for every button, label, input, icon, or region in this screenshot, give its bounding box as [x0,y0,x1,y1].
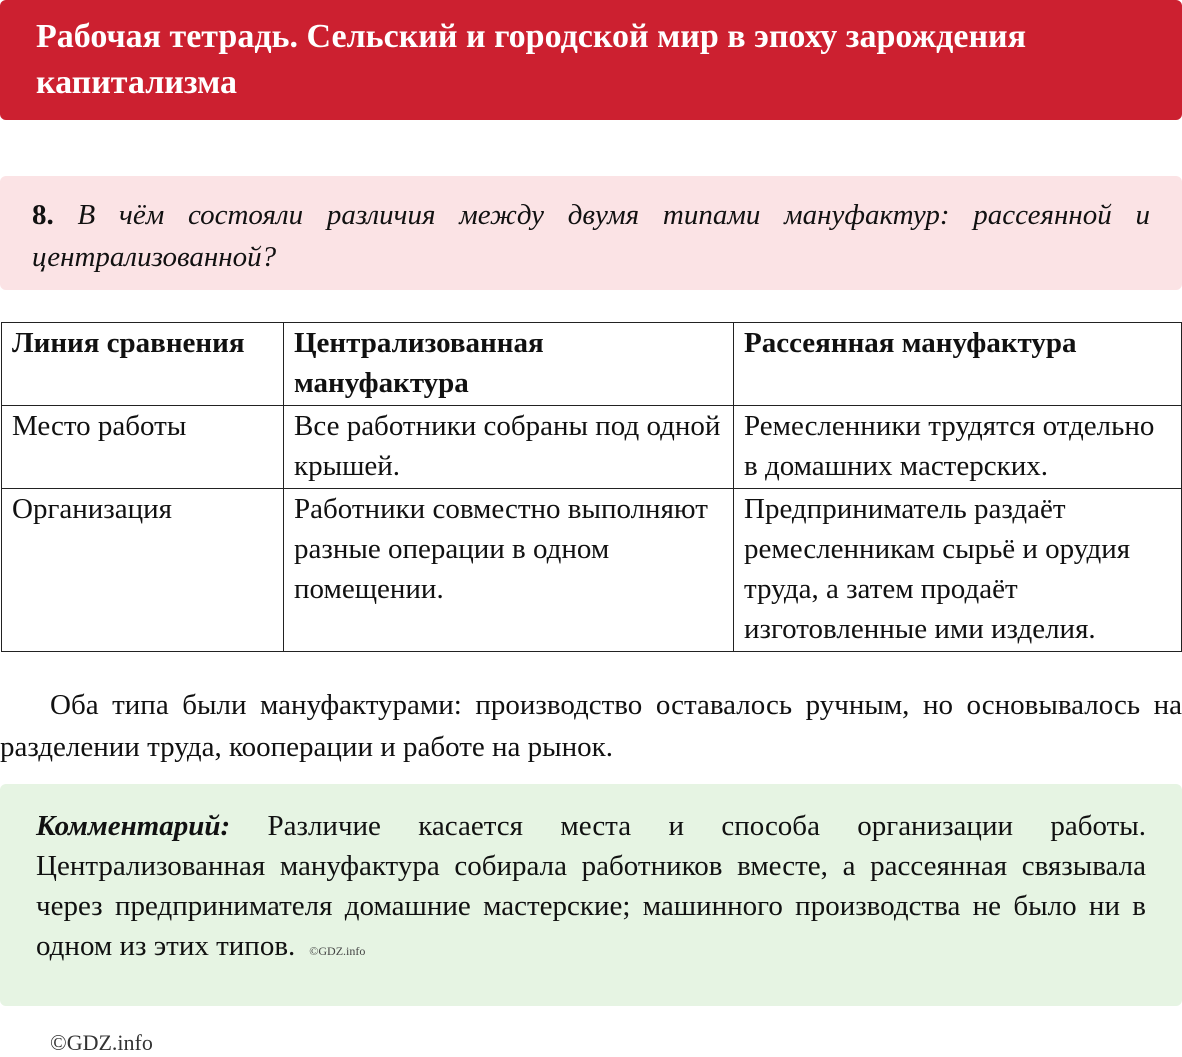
question-text: В чём состояли различия между двумя типами мануфактур: рассеянной и централизованной? [32,199,1151,273]
table-cell: Предприниматель раздаёт ремесленникам сырьё и орудия труда, а затем продаёт изготовленные ими изделия. [734,489,1182,652]
table-row [2,406,1182,489]
table-header-row [2,323,1182,406]
table-cell: Организация [2,489,284,652]
table-cell: Все работники собраны под одной крышей. [284,406,734,489]
comment-label: Комментарий: [36,810,231,842]
comment-box [0,784,1182,1006]
table-header-cell: Линия сравнения [2,323,284,406]
comparison-table [1,322,1182,652]
table-row [2,489,1182,652]
page-title: Рабочая тетрадь. Сельский и городской мир в эпоху зарождения капитализма [36,18,1027,101]
watermark-mark: ©GDZ.info [309,944,366,958]
header-banner [0,0,1182,120]
footer-copyright: ©GDZ.info [50,1030,153,1055]
table-header-cell: Централизованная мануфактура [284,323,734,406]
table-header-cell: Рассеянная мануфактура [734,323,1182,406]
comment-paragraph [36,806,1146,971]
question-number: 8. [32,199,54,231]
table-cell: Место работы [2,406,284,489]
table-cell: Ремесленники трудятся отдельно в домашних мастерских. [734,406,1182,489]
comment-text: Различие касается места и способа организации работы. Централизованная мануфактура собирала работников вместе, а рассеянная связывала через предпринимателя домашние мастерские; машинного производства не было ни в одном из этих типов. [36,810,1146,962]
question-text-block [32,194,1150,278]
question-box [0,176,1182,290]
table-cell: Работники совместно выполняют разные операции в одном помещении. [284,489,734,652]
conclusion-text: Оба типа были мануфактурами: производство оставалось ручным, но основывалось на разделении труда, кооперации и работе на рынок. [0,689,1182,763]
